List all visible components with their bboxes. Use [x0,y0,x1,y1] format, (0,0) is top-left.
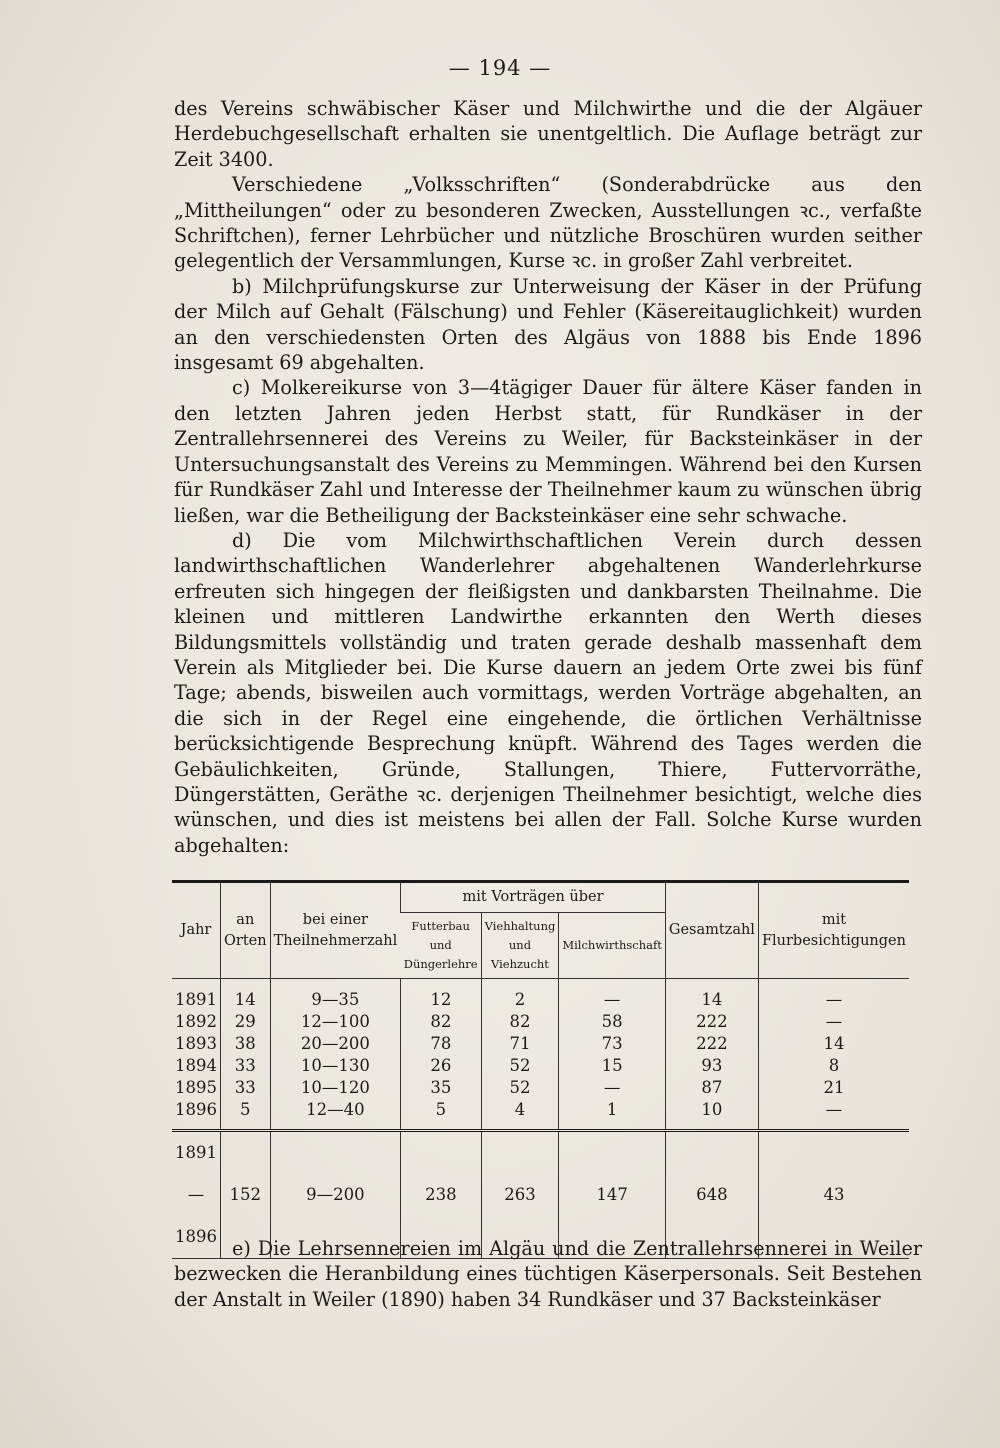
cell: 1894 [175,1056,217,1075]
table-row [172,1055,909,1077]
cell: 10—130 [270,1055,401,1077]
total-cell: 263 [481,1131,559,1259]
cell: 5 [221,1099,271,1131]
cell: 15 [559,1055,666,1077]
cell: 52 [481,1077,559,1099]
header-teilnehmer: bei einer Theilnehmerzahl [270,882,401,979]
total-cell: 648 [665,1131,758,1259]
table-row [172,979,909,1012]
cell: 73 [559,1033,666,1055]
header-orten: an Orten [221,882,271,979]
total-cell: 9—200 [270,1131,401,1259]
cell: — [559,1077,666,1099]
cell: 9—35 [270,979,401,1012]
text-block-bottom [174,1236,922,1312]
cell: 10 [665,1099,758,1131]
cell: 1893 [175,1034,217,1053]
paragraph-e: e) Die Lehrsennereien im Algäu und die Zentrallehrsennerei in Weiler bezwecken die Heranbildung eines tüchtigen Käserpersonals. Seit Bestehen der Anstalt in Weiler (1890) haben 34 Rundkäser und 37 Backsteinkäser [174,1237,922,1311]
header-milchwirthschaft: Milchwirthschaft [559,913,666,979]
cell: 12—100 [270,1011,401,1033]
page-number: — 194 — [448,56,552,80]
total-cell: 1891—1896 [172,1131,221,1259]
cell: 33 [221,1055,271,1077]
cell: 8 [758,1055,909,1077]
total-cell: 152 [221,1131,271,1259]
table-row [172,1099,909,1131]
cell: 58 [559,1011,666,1033]
cell: 35 [401,1077,481,1099]
cell: 1 [559,1099,666,1131]
header-viehhaltung: Viehhaltung und Viehzucht [481,913,559,979]
cell: 10—120 [270,1077,401,1099]
total-cell: 238 [401,1131,481,1259]
cell: 78 [401,1033,481,1055]
paragraph-d: d) Die vom Milchwirthschaftlichen Verein durch dessen landwirthschaftlichen Wanderlehrer abgehaltenen Wanderlehrkurse erfreuten sich hingegen der fleißigsten und dankbarsten Theilnahme. Die kleinen und mittleren Landwirthe erkannten den Werth dieses Bildungsmittels vollständig und traten gerade deshalb massenhaft dem Verein als Mitglieder bei. Die Kurse dauern an jedem Orte zwei bis fünf Tage; abends, bisweilen auch vormittags, werden Vorträge abgehalten, an die sich in der Regel eine eingehende, die örtlichen Verhältnisse berücksichtigende Besprechung knüpft. Während des Tages werden die Gebäulichkeiten, Gründe, Stallungen, Thiere, Futtervorräthe, Düngerstätten, Geräthe ꝛc. derjenigen Theilnehmer besichtigt, welche dies wünschen, und dies ist meistens bei allen der Fall. Solche Kurse wurden abgehalten: [174,528,922,857]
paragraph-c: c) Molkereikurse von 3—4tägiger Dauer für ältere Käser fanden in den letzten Jahren jeden Herbst statt, für Rundkäser in der Zentrallehrsennerei des Vereins zu Weiler, für Backsteinkäser in der Untersuchungsanstalt des Vereins zu Memmingen. Während bei den Kursen für Rundkäser Zahl und Interesse der Theilnehmer kaum zu wünschen übrig ließen, war die Betheiligung der Backsteinkäser eine sehr schwache. [174,376,922,527]
cell: 93 [665,1055,758,1077]
cell: 2 [481,979,559,1012]
text-block-top [174,96,922,858]
cell: 20—200 [270,1033,401,1055]
table-row [172,1011,909,1033]
header-jahr: Jahr [172,882,221,979]
paragraph-b: b) Milchprüfungskurse zur Unterweisung der Käser in der Prüfung der Milch auf Gehalt (Fälschung) und Fehler (Käsereitauglichkeit) wurden an den verschiedensten Orten des Algäus von 1888 bis Ende 1896 insgesamt 69 abgehalten. [174,274,922,375]
cell: 26 [401,1055,481,1077]
paragraph-0: des Vereins schwäbischer Käser und Milchwirthe und die der Algäuer Herdebuchgesellschaft erhalten sie unentgeltlich. Die Auflage beträgt zur Zeit 3400. [174,97,922,171]
cell: 21 [758,1077,909,1099]
cell: 33 [221,1077,271,1099]
total-cell: 147 [559,1131,666,1259]
cell: 71 [481,1033,559,1055]
cell: 82 [481,1011,559,1033]
cell: 14 [665,979,758,1012]
header-futterbau: Futterbau und Düngerlehre [401,913,481,979]
cell: 52 [481,1055,559,1077]
cell: — [758,1011,909,1033]
cell: 38 [221,1033,271,1055]
header-gesamtzahl: Gesamtzahl [665,882,758,979]
total-cell: 43 [758,1131,909,1259]
cell: 1892 [175,1012,217,1031]
header-flur: mit Flurbesichtigungen [758,882,909,979]
cell: — [559,979,666,1012]
cell: 5 [401,1099,481,1131]
cell: 4 [481,1099,559,1131]
cell: 12—40 [270,1099,401,1131]
cell: 87 [665,1077,758,1099]
cell: — [758,979,909,1012]
table-row [172,1077,909,1099]
table-row [172,1033,909,1055]
cell: 1891 [175,990,217,1009]
cell: 14 [758,1033,909,1055]
cell: 14 [221,979,271,1012]
courses-table [172,880,909,1259]
cell: 1896 [175,1100,217,1119]
paragraph-1: Verschiedene „Volksschriften“ (Sonderabdrücke aus den „Mittheilungen“ oder zu besonderen Zwecken, Ausstellungen ꝛc., verfaßte Schriftchen), ferner Lehrbücher und nützliche Broschüren wurden seither gelegentlich der Versammlungen, Kurse ꝛc. in großer Zahl verbreitet. [174,173,922,273]
cell: 222 [665,1011,758,1033]
cell: — [758,1099,909,1131]
cell: 222 [665,1033,758,1055]
cell: 82 [401,1011,481,1033]
cell: 12 [401,979,481,1012]
cell: 29 [221,1011,271,1033]
header-vortraege: mit Vorträgen über [401,882,666,913]
cell: 1895 [175,1078,217,1097]
